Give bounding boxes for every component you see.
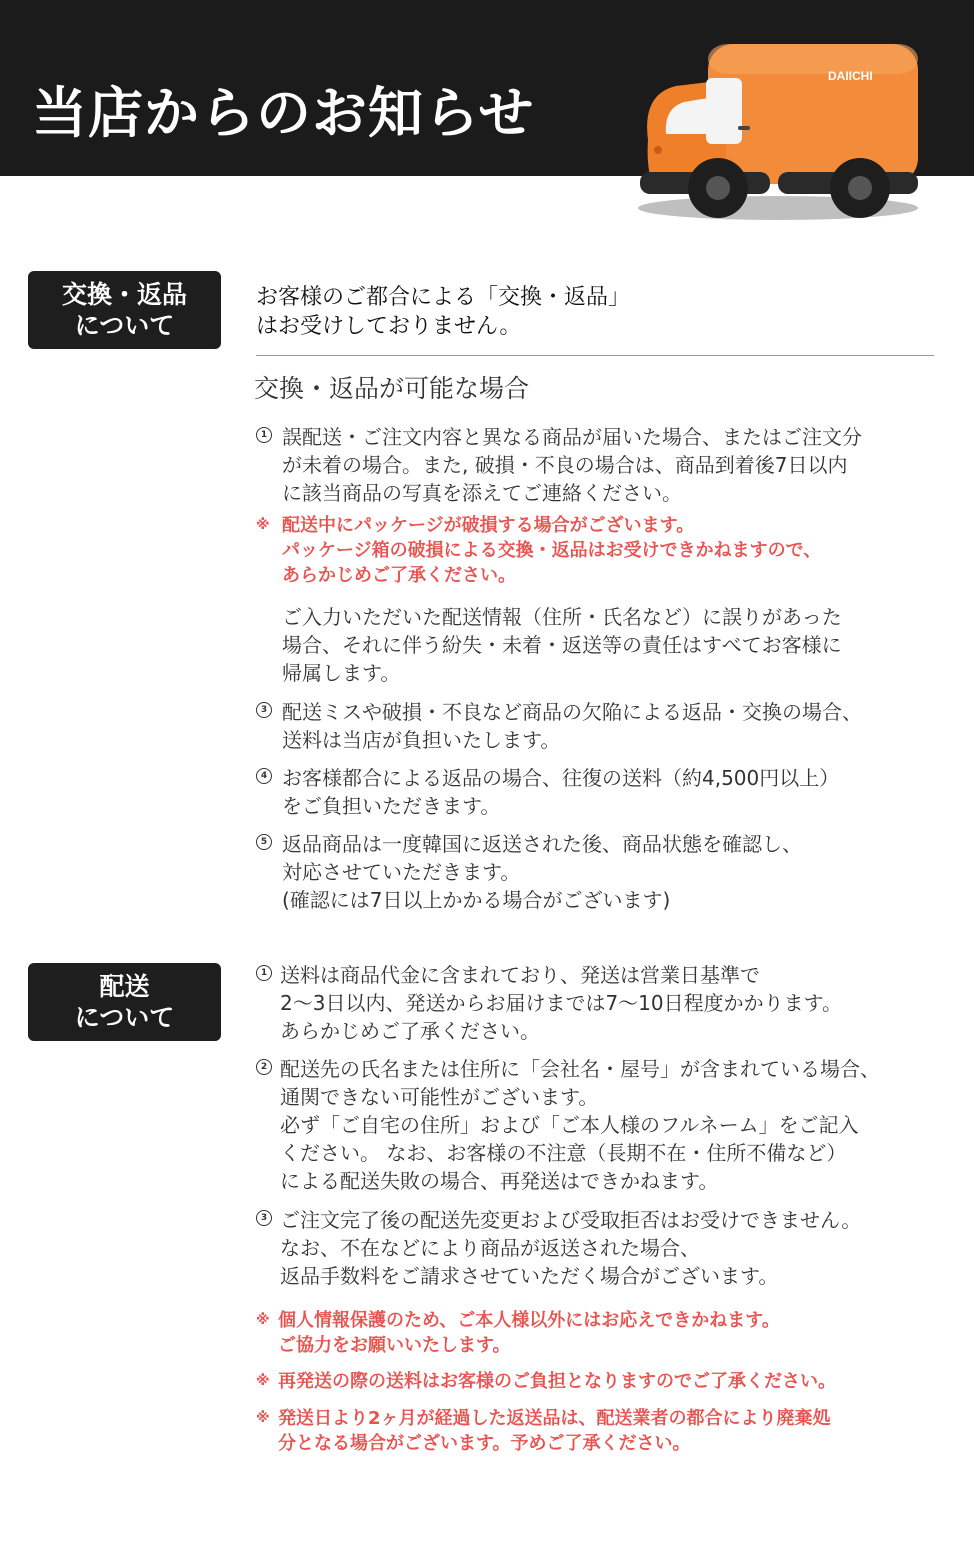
note-mark: ※ [256,1312,270,1328]
badge-line: 配送 [99,972,150,1001]
circled-number-icon: 3 [256,702,272,718]
item-line: 返品商品は一度韓国に返送された後、商品状態を確認し、 [282,832,802,856]
note-mark: ※ [256,1410,270,1426]
warning-note [256,513,956,588]
page-header [0,0,974,176]
returns-lead-text [256,283,936,341]
page-title: 当店からのお知らせ [32,81,535,145]
warning-note [256,1308,956,1358]
item-line: 誤配送・ご注文内容と異なる商品が届いた場合、またはご注文分 [282,425,862,449]
item-line: をご負担いただきます。 [282,794,501,818]
circled-number-icon: 1 [256,427,272,443]
note-line: パッケージ箱の破損による交換・返品はお受けできかねますので、 [282,540,822,561]
note-mark: ※ [256,1373,270,1389]
item-line: による配送失敗の場合、再発送はできかねます。 [280,1169,719,1193]
shipping-section-badge [28,963,221,1041]
note-line: あらかじめご了承ください。 [282,565,516,586]
list-item [256,1206,956,1290]
item-line: あらかじめご了承ください。 [280,1019,540,1043]
note-line: ご協力をお願いいたします。 [278,1335,511,1356]
item-line: 帰属します。 [282,661,401,685]
note-line: 分となる場合がございます。予めご了承ください。 [278,1433,691,1454]
lead-line: お客様のご都合による「交換・返品」 [256,285,631,310]
circled-number-icon: 3 [256,1210,272,1226]
item-line: が未着の場合。また, 破損・不良の場合は、商品到着後7日以内 [282,453,848,477]
item-line: 2〜3日以内、発送からお届けまでは7〜10日程度かかります。 [280,991,843,1015]
item-line: 対応させていただきます。 [282,860,521,884]
circled-number-icon: 4 [256,768,272,784]
circled-number-icon: 1 [256,965,272,981]
item-line: ください。 なお、お客様の不注意（長期不在・住所不備など） [280,1141,847,1165]
badge-line: について [74,1003,175,1032]
truck-logo-text: DAIICHI [828,69,873,83]
item-line: 必ず「ご自宅の住所」および「ご本人様のフルネーム」をご記入 [280,1113,859,1137]
badge-line: 交換・返品 [61,280,187,309]
badge-line: について [74,311,175,340]
note-mark: ※ [256,517,270,533]
item-line: 送料は当店が負担いたします。 [282,728,561,752]
circled-number-icon: 5 [256,834,272,850]
item-line: 返品手数料をご請求させていただく場合がございます。 [280,1264,779,1288]
item-line: に該当商品の写真を添えてご連絡ください。 [282,481,682,505]
warning-note [256,1406,956,1456]
list-item [256,830,956,914]
item-line: (確認には7日以上かかる場合がございます) [282,888,671,912]
item-line: 場合、それに伴う紛失・未着・返送等の責任はすべてお客様に [282,633,842,657]
item-line: 送料は商品代金に含まれており、発送は営業日基準で [280,963,760,987]
delivery-truck-icon [628,30,928,230]
note-line: 再発送の際の送料はお客様のご負担となりますのでご了承ください。 [278,1371,836,1392]
list-item [256,603,956,687]
item-line: 配送先の氏名または住所に「会社名・屋号」が含まれている場合、 [280,1057,880,1081]
note-line: 個人情報保護のため、ご本人様以外にはお応えできかねます。 [278,1310,780,1331]
note-line: 配送中にパッケージが破損する場合がございます。 [282,515,695,536]
item-line: お客様都合による返品の場合、往復の送料（約4,500円以上） [282,766,840,790]
item-line: ご入力いただいた配送情報（住所・氏名など）に誤りがあった [282,605,842,629]
item-line: 通関できない可能性がございます。 [280,1085,599,1109]
list-item [256,961,956,1045]
list-item [256,423,956,507]
list-item [256,1055,956,1195]
lead-line: はお受けしておりません。 [256,314,522,339]
list-item [256,764,956,820]
circled-number-icon: 2 [256,1059,272,1075]
item-line: なお、不在などにより商品が返送された場合、 [280,1236,700,1260]
list-item [256,698,956,754]
returns-section-badge [28,271,221,349]
warning-note [256,1369,956,1394]
item-line: 配送ミスや破損・不良など商品の欠陥による返品・交換の場合、 [282,700,862,724]
note-line: 発送日より2ヶ月が経過した返送品は、配送業者の都合により廃棄処 [278,1408,831,1429]
returns-subheading: 交換・返品が可能な場合 [254,374,530,403]
item-line: ご注文完了後の配送先変更および受取拒否はお受けできません。 [280,1208,862,1232]
section-divider [256,355,934,356]
